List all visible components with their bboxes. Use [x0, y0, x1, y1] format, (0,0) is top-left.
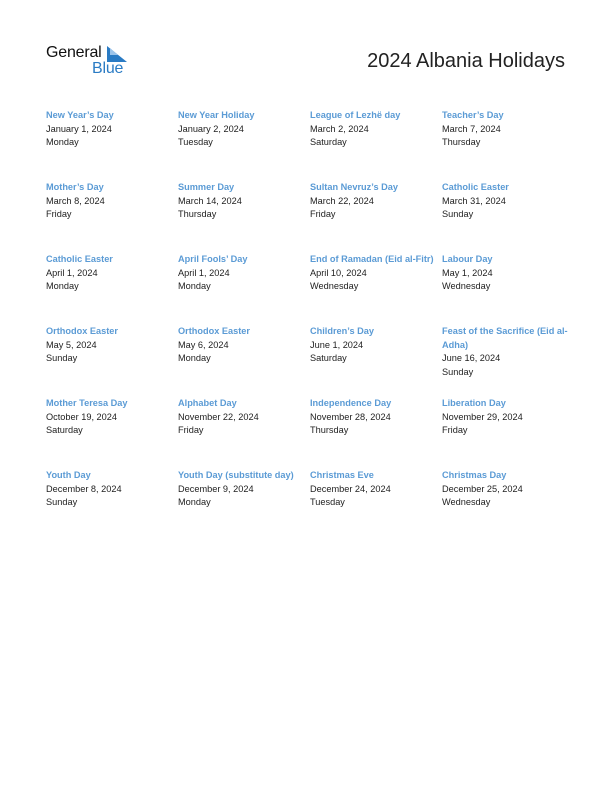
- holiday-name: April Fools’ Day: [178, 254, 248, 264]
- holiday-entry: [310, 325, 442, 397]
- holiday-name: New Year’s Day: [46, 110, 114, 120]
- holiday-weekday: Wednesday: [310, 281, 359, 292]
- holiday-entry: [178, 397, 310, 469]
- holiday-date: March 8, 2024: [46, 195, 105, 206]
- holiday-weekday: Monday: [46, 137, 79, 148]
- holiday-date: November 28, 2024: [310, 411, 391, 422]
- holiday-weekday: Sunday: [46, 497, 78, 508]
- holiday-date: January 2, 2024: [178, 123, 244, 134]
- holiday-name: Christmas Eve: [310, 470, 374, 480]
- holiday-entry: [442, 325, 576, 397]
- holiday-name: Orthodox Easter: [46, 326, 118, 336]
- holiday-name: End of Ramadan (Eid al-Fitr): [310, 254, 434, 264]
- holiday-entry: [310, 181, 442, 253]
- holiday-name: Catholic Easter: [46, 254, 113, 264]
- holiday-date: May 1, 2024: [442, 267, 493, 278]
- holiday-date: May 5, 2024: [46, 339, 97, 350]
- holiday-date: November 29, 2024: [442, 411, 523, 422]
- holiday-entry: [310, 109, 442, 181]
- holiday-name: Mother Teresa Day: [46, 398, 128, 408]
- holiday-name: Children’s Day: [310, 326, 374, 336]
- holiday-date: December 25, 2024: [442, 483, 523, 494]
- holiday-name: Summer Day: [178, 182, 235, 192]
- holiday-date: March 14, 2024: [178, 195, 242, 206]
- holiday-weekday: Tuesday: [310, 497, 345, 508]
- holiday-entry: [178, 181, 310, 253]
- holiday-date: April 10, 2024: [310, 267, 367, 278]
- holiday-date: January 1, 2024: [46, 123, 112, 134]
- holiday-weekday: Saturday: [46, 425, 83, 436]
- holiday-date: May 6, 2024: [178, 339, 229, 350]
- holiday-date: March 2, 2024: [310, 123, 369, 134]
- holiday-name: Alphabet Day: [178, 398, 237, 408]
- holiday-weekday: Monday: [178, 281, 211, 292]
- holiday-weekday: Wednesday: [442, 497, 491, 508]
- holiday-name: New Year Holiday: [178, 110, 255, 120]
- holiday-entry: [178, 253, 310, 325]
- holiday-weekday: Thursday: [310, 425, 349, 436]
- holiday-weekday: Sunday: [442, 209, 474, 220]
- holiday-name: Youth Day (substitute day): [178, 470, 294, 480]
- page-title: 2024 Albania Holidays: [367, 50, 565, 72]
- holiday-entry: [442, 397, 576, 469]
- holiday-date: June 16, 2024: [442, 353, 501, 364]
- holiday-entry: [310, 469, 442, 541]
- holiday-weekday: Saturday: [310, 353, 347, 364]
- holiday-entry: [310, 397, 442, 469]
- holiday-weekday: Friday: [442, 425, 468, 436]
- holiday-weekday: Friday: [178, 425, 204, 436]
- holiday-entry: [46, 253, 178, 325]
- holiday-date: April 1, 2024: [178, 267, 230, 278]
- holiday-name: Catholic Easter: [442, 182, 509, 192]
- holiday-entry: [46, 397, 178, 469]
- holiday-name: Feast of the Sacrifice (Eid al-Adha): [442, 326, 568, 350]
- holiday-name: Sultan Nevruz’s Day: [310, 182, 398, 192]
- holiday-weekday: Thursday: [442, 137, 481, 148]
- holiday-weekday: Wednesday: [442, 281, 491, 292]
- holiday-entry: [178, 325, 310, 397]
- holiday-weekday: Monday: [46, 281, 79, 292]
- holiday-entry: [46, 469, 178, 541]
- holiday-entry: [178, 469, 310, 541]
- holiday-name: Liberation Day: [442, 398, 506, 408]
- holiday-name: League of Lezhë day: [310, 110, 401, 120]
- holiday-weekday: Monday: [178, 497, 211, 508]
- holiday-date: April 1, 2024: [46, 267, 98, 278]
- logo-word-general: General: [46, 44, 102, 61]
- holiday-entry: [442, 109, 576, 181]
- holiday-date: October 19, 2024: [46, 411, 117, 422]
- holiday-date: March 22, 2024: [310, 195, 374, 206]
- holiday-date: December 24, 2024: [310, 483, 391, 494]
- holiday-weekday: Saturday: [310, 137, 347, 148]
- holiday-entry: [310, 253, 442, 325]
- logo-word-blue: Blue: [92, 60, 124, 77]
- holiday-date: March 7, 2024: [442, 123, 501, 134]
- holiday-date: November 22, 2024: [178, 411, 259, 422]
- holiday-entry: [46, 325, 178, 397]
- holiday-date: December 8, 2024: [46, 483, 122, 494]
- holiday-name: Labour Day: [442, 254, 493, 264]
- holiday-name: Orthodox Easter: [178, 326, 250, 336]
- holiday-name: Independence Day: [310, 398, 392, 408]
- holiday-name: Christmas Day: [442, 470, 507, 480]
- holiday-entry: [46, 109, 178, 181]
- holiday-entry: [442, 469, 576, 541]
- holiday-weekday: Sunday: [442, 366, 474, 377]
- holiday-date: December 9, 2024: [178, 483, 254, 494]
- holiday-weekday: Sunday: [46, 353, 78, 364]
- holiday-grid: [46, 109, 576, 541]
- holiday-name: Teacher’s Day: [442, 110, 504, 120]
- holiday-name: Mother’s Day: [46, 182, 104, 192]
- holiday-date: June 1, 2024: [310, 339, 364, 350]
- holiday-name: Youth Day: [46, 470, 91, 480]
- holiday-weekday: Thursday: [178, 209, 217, 220]
- brand-logo: [46, 44, 136, 80]
- holiday-entry: [46, 181, 178, 253]
- holiday-weekday: Tuesday: [178, 137, 213, 148]
- holiday-weekday: Friday: [310, 209, 336, 220]
- holiday-date: March 31, 2024: [442, 195, 506, 206]
- holiday-weekday: Friday: [46, 209, 72, 220]
- holiday-entry: [178, 109, 310, 181]
- holiday-weekday: Monday: [178, 353, 211, 364]
- holiday-entry: [442, 181, 576, 253]
- holiday-entry: [442, 253, 576, 325]
